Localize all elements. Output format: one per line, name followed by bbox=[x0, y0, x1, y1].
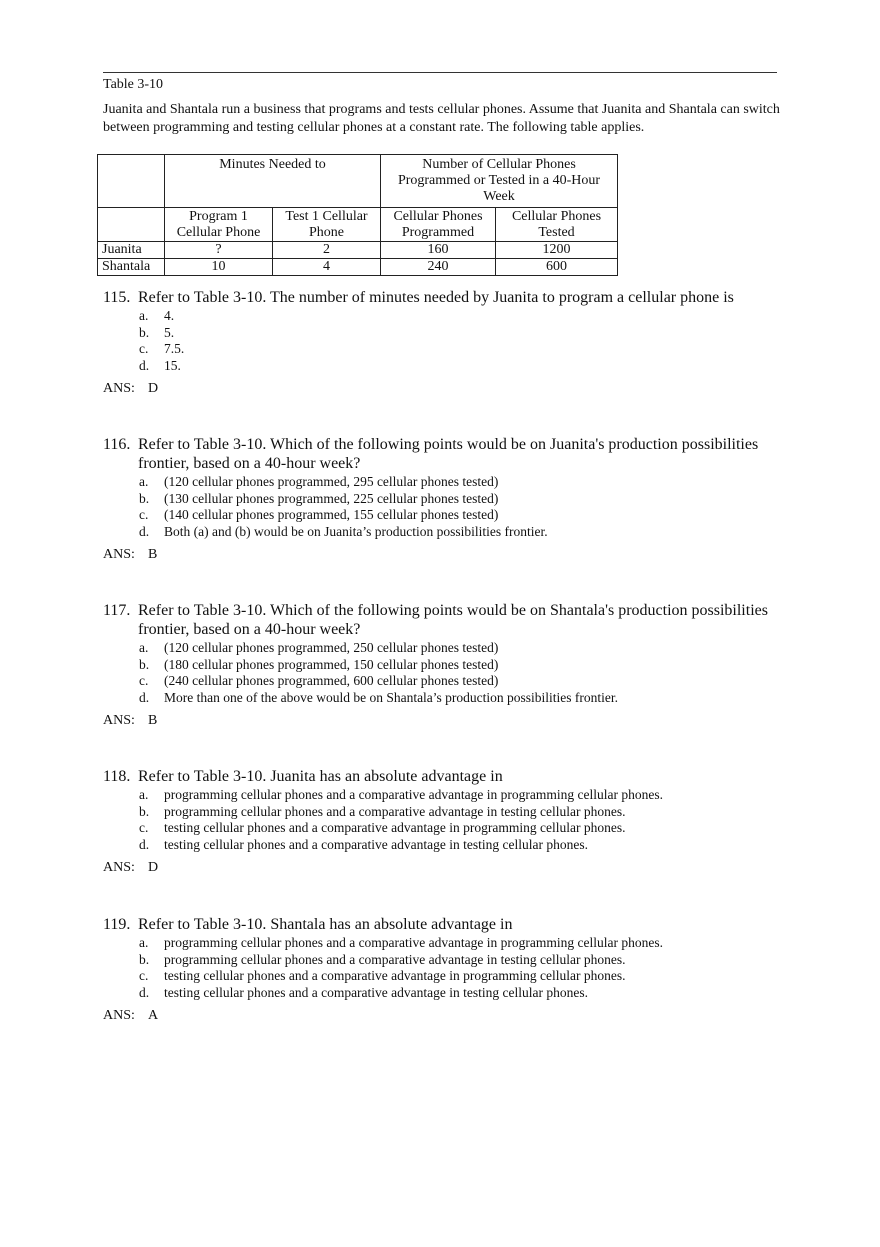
option-letter: d. bbox=[139, 689, 150, 705]
table-cell: 2 bbox=[273, 242, 381, 259]
option-text: (240 cellular phones programmed, 600 cellular phones tested) bbox=[164, 673, 499, 688]
option-d bbox=[139, 690, 783, 707]
table-title: Table 3-10 bbox=[103, 77, 164, 92]
table-cell: 1200 bbox=[496, 242, 618, 259]
top-rule bbox=[103, 72, 777, 73]
option-text: programming cellular phones and a comparative advantage in testing cellular phones. bbox=[164, 803, 626, 819]
option-text: (120 cellular phones programmed, 250 cellular phones tested) bbox=[164, 640, 499, 655]
question-number: 117. bbox=[103, 602, 131, 619]
question-text: Refer to Table 3-10. Shantala has an absolute advantage in bbox=[138, 916, 513, 933]
option-text: programming cellular phones and a comparative advantage in programming cellular phones. bbox=[164, 787, 663, 802]
answer-line bbox=[103, 381, 783, 397]
option-letter: c. bbox=[139, 968, 149, 983]
table-cell: 4 bbox=[273, 259, 381, 276]
table-cell: 240 bbox=[381, 259, 496, 276]
option-d bbox=[139, 985, 783, 1002]
option-list bbox=[139, 787, 783, 853]
question-119 bbox=[103, 915, 783, 1024]
option-a bbox=[139, 474, 783, 491]
option-text: programming cellular phones and a comparative advantage in testing cellular phones. bbox=[164, 951, 626, 967]
minutes-group-header: Minutes Needed to bbox=[165, 155, 381, 208]
table-corner-cell bbox=[98, 155, 165, 208]
option-letter: c. bbox=[139, 820, 149, 835]
answer-value: D bbox=[148, 860, 159, 875]
table-cell: 600 bbox=[496, 259, 618, 276]
option-text: 7.5. bbox=[164, 341, 185, 356]
option-letter: c. bbox=[139, 507, 149, 522]
answer-label: ANS: bbox=[103, 713, 135, 728]
option-c bbox=[139, 820, 783, 837]
question-number: 115. bbox=[103, 289, 131, 306]
option-text: testing cellular phones and a comparative advantage in testing cellular phones. bbox=[164, 984, 588, 1000]
option-c bbox=[139, 968, 783, 985]
option-a bbox=[139, 935, 783, 952]
answer-line bbox=[103, 860, 783, 876]
subheader-program: Program 1 Cellular Phone bbox=[165, 208, 273, 242]
question-number: 116. bbox=[103, 436, 131, 453]
option-text: 4. bbox=[164, 308, 175, 323]
question-115 bbox=[103, 288, 783, 397]
option-a bbox=[139, 640, 783, 657]
table-cell: 10 bbox=[165, 259, 273, 276]
option-letter: a. bbox=[139, 787, 149, 802]
option-c bbox=[139, 673, 783, 690]
option-letter: a. bbox=[139, 474, 149, 489]
answer-label: ANS: bbox=[103, 1008, 135, 1023]
option-letter: a. bbox=[139, 640, 149, 655]
option-list bbox=[139, 308, 783, 374]
option-list bbox=[139, 474, 783, 540]
option-letter: a. bbox=[139, 308, 149, 323]
option-letter: c. bbox=[139, 341, 149, 356]
question-text: Refer to Table 3-10. The number of minutes needed by Juanita to program a cellular phone is bbox=[138, 289, 734, 306]
option-letter: c. bbox=[139, 673, 149, 688]
option-text: More than one of the above would be on Shantala’s production possibilities frontier. bbox=[164, 689, 619, 705]
table-empty-cell bbox=[98, 208, 165, 242]
option-letter: b. bbox=[139, 803, 150, 819]
option-b bbox=[139, 657, 783, 674]
option-text: 15. bbox=[164, 357, 181, 373]
option-d bbox=[139, 358, 783, 375]
option-letter: d. bbox=[139, 984, 150, 1000]
option-letter: d. bbox=[139, 836, 150, 852]
option-a bbox=[139, 308, 783, 325]
option-letter: b. bbox=[139, 490, 150, 506]
question-text: Refer to Table 3-10. Which of the following points would be on Shantala's production possibilities frontier, based on a 40-hour week? bbox=[138, 602, 768, 638]
option-text: (120 cellular phones programmed, 295 cellular phones tested) bbox=[164, 474, 499, 489]
answer-value: A bbox=[148, 1008, 159, 1023]
option-letter: b. bbox=[139, 951, 150, 967]
option-d bbox=[139, 524, 783, 541]
answer-label: ANS: bbox=[103, 381, 135, 396]
question-text: Refer to Table 3-10. Which of the following points would be on Juanita's production possibilities frontier, based on a 40-hour week? bbox=[138, 436, 759, 472]
answer-value: D bbox=[148, 381, 159, 396]
table-cell: ? bbox=[165, 242, 273, 259]
option-text: (180 cellular phones programmed, 150 cellular phones tested) bbox=[164, 656, 499, 672]
question-117 bbox=[103, 601, 783, 729]
subheader-tested: Cellular Phones Tested bbox=[496, 208, 618, 242]
option-b bbox=[139, 491, 783, 508]
answer-label: ANS: bbox=[103, 547, 135, 562]
option-c bbox=[139, 507, 783, 524]
option-b bbox=[139, 952, 783, 969]
answer-line bbox=[103, 1008, 783, 1024]
option-letter: a. bbox=[139, 935, 149, 950]
question-116 bbox=[103, 435, 783, 563]
option-a bbox=[139, 787, 783, 804]
question-text: Refer to Table 3-10. Juanita has an absolute advantage in bbox=[138, 768, 503, 785]
option-text: Both (a) and (b) would be on Juanita’s production possibilities frontier. bbox=[164, 523, 548, 539]
row-name: Shantala bbox=[98, 259, 165, 276]
table-subheader-row bbox=[98, 208, 618, 242]
option-letter: d. bbox=[139, 523, 150, 539]
option-b bbox=[139, 804, 783, 821]
phones-group-header: Number of Cellular Phones Programmed or Tested in a 40-Hour Week bbox=[381, 155, 618, 208]
question-118 bbox=[103, 767, 783, 876]
option-letter: b. bbox=[139, 656, 150, 672]
data-table bbox=[97, 154, 618, 276]
answer-line bbox=[103, 547, 783, 563]
intro-paragraph: Juanita and Shantala run a business that programs and tests cellular phones. Assume that Juanita and Shantala can switch between programming and testing cellular phones at a constant rate. The following table applies. bbox=[103, 102, 780, 135]
table-row bbox=[98, 259, 618, 276]
option-d bbox=[139, 837, 783, 854]
table-row bbox=[98, 242, 618, 259]
option-text: (130 cellular phones programmed, 225 cellular phones tested) bbox=[164, 490, 499, 506]
option-text: programming cellular phones and a comparative advantage in programming cellular phones. bbox=[164, 935, 663, 950]
subheader-programmed: Cellular Phones Programmed bbox=[381, 208, 496, 242]
question-number: 119. bbox=[103, 916, 131, 933]
option-text: testing cellular phones and a comparative advantage in programming cellular phones. bbox=[164, 820, 626, 835]
answer-value: B bbox=[148, 547, 158, 562]
option-b bbox=[139, 325, 783, 342]
question-number: 118. bbox=[103, 768, 131, 785]
option-text: (140 cellular phones programmed, 155 cellular phones tested) bbox=[164, 507, 499, 522]
answer-value: B bbox=[148, 713, 158, 728]
option-letter: d. bbox=[139, 357, 150, 373]
option-letter: b. bbox=[139, 324, 150, 340]
answer-label: ANS: bbox=[103, 860, 135, 875]
option-list bbox=[139, 935, 783, 1001]
table-cell: 160 bbox=[381, 242, 496, 259]
answer-line bbox=[103, 713, 783, 729]
option-list bbox=[139, 640, 783, 706]
row-name: Juanita bbox=[98, 242, 165, 259]
option-text: testing cellular phones and a comparative advantage in programming cellular phones. bbox=[164, 968, 626, 983]
table-header-row bbox=[98, 155, 618, 208]
option-text: testing cellular phones and a comparative advantage in testing cellular phones. bbox=[164, 836, 588, 852]
option-text: 5. bbox=[164, 324, 175, 340]
subheader-test: Test 1 Cellular Phone bbox=[273, 208, 381, 242]
option-c bbox=[139, 341, 783, 358]
